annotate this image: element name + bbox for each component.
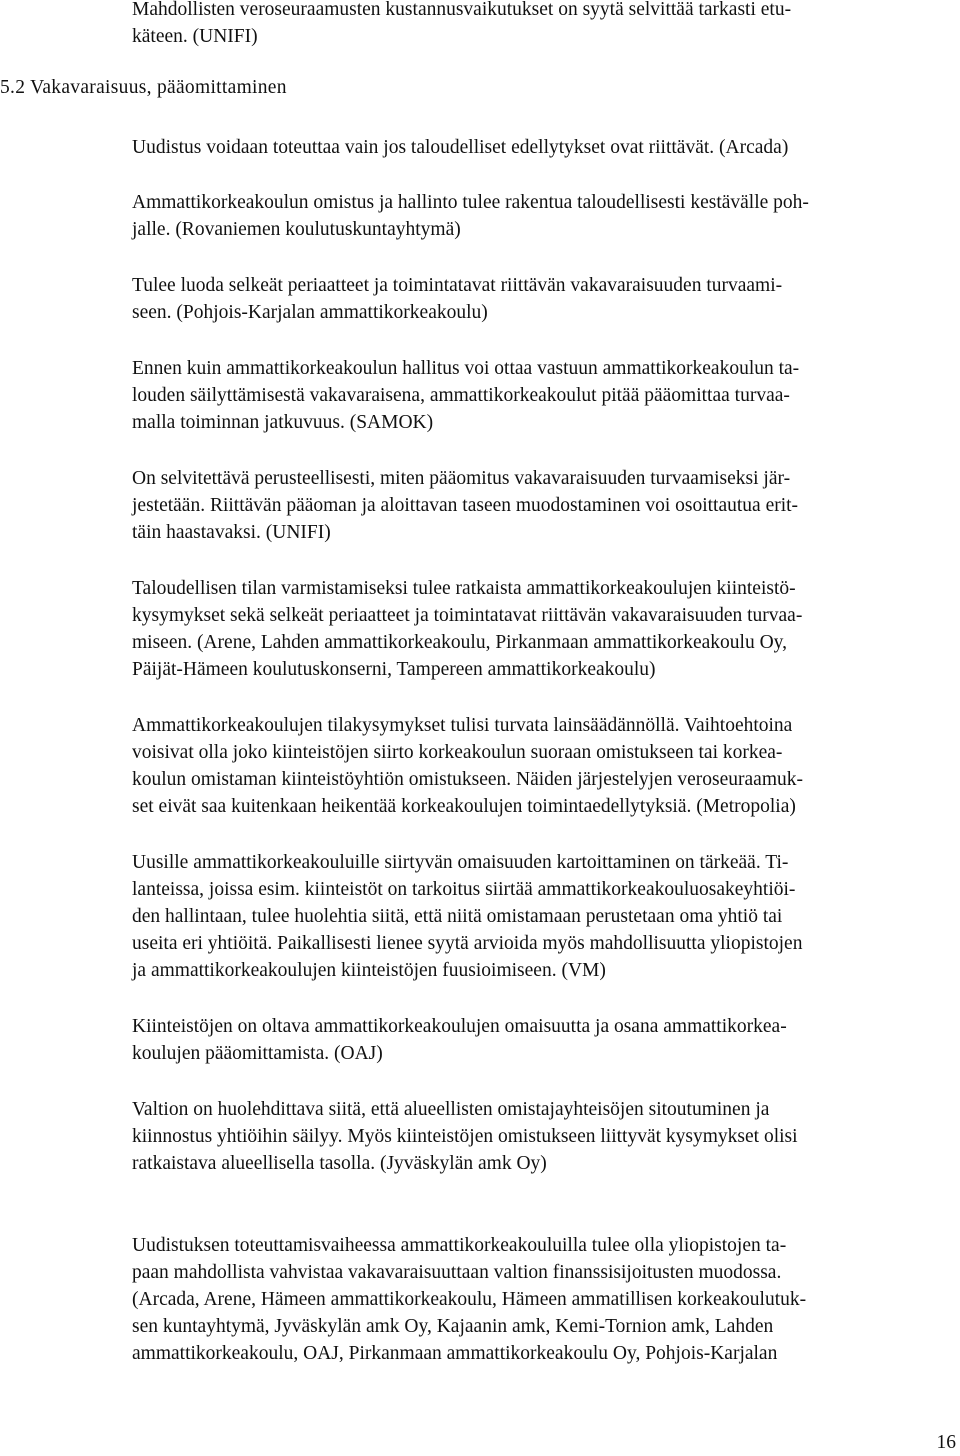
paragraph-line: useita eri yhtiöitä. Paikallisesti lienee syytä arvioida myös mahdollisuutta yliopistojen bbox=[132, 933, 803, 954]
paragraph-line: (Arcada, Arene, Hämeen ammattikorkeakoulu, Hämeen ammatillisen korkeakoulutuk- bbox=[132, 1289, 807, 1310]
paragraph-line: miseen. (Arene, Lahden ammattikorkeakoulu, Pirkanmaan ammattikorkeakoulu Oy, bbox=[132, 632, 788, 653]
paragraph-line: malla toiminnan jatkuvuus. (SAMOK) bbox=[132, 412, 434, 433]
paragraph-line: voisivat olla joko kiinteistöjen siirto korkeakoulun suoraan omistukseen tai korkea- bbox=[132, 742, 783, 763]
paragraph-line: ja ammattikorkeakoulujen kiinteistöjen fuusioimiseen. (VM) bbox=[132, 960, 606, 981]
paragraph-line: kiinnostus yhtiöihin säilyy. Myös kiinteistöjen omistukseen liittyvät kysymykset olisi bbox=[132, 1126, 798, 1147]
paragraph-line: ratkaistava alueellisella tasolla. (Jyväskylän amk Oy) bbox=[132, 1153, 547, 1174]
paragraph-line: jestetään. Riittävän pääoman ja aloittavan taseen muodostaminen voi osoittautua erit- bbox=[132, 495, 799, 516]
paragraph-line: den hallintaan, tulee huolehtia siitä, että niitä omistamaan perustetaan oma yhtiö tai bbox=[132, 906, 783, 927]
paragraph-line: louden säilyttämisestä vakavaraisena, ammattikorkeakoulut pitää pääomittaa turvaa- bbox=[132, 385, 790, 406]
paragraph-line: täin haastavaksi. (UNIFI) bbox=[132, 522, 331, 543]
paragraph-line: paan mahdollista vahvistaa vakavaraisuuttaan valtion finanssisijoitusten muodossa. bbox=[132, 1262, 782, 1283]
paragraph-line: koulujen pääomittamista. (OAJ) bbox=[132, 1043, 383, 1064]
paragraph-line: Ammattikorkeakoulujen tilakysymykset tulisi turvata lainsäädännöllä. Vaihtoehtoina bbox=[132, 715, 793, 736]
paragraph-line: Ammattikorkeakoulun omistus ja hallinto tulee rakentua taloudellisesti kestävälle poh- bbox=[132, 192, 809, 213]
intro-line: käteen. (UNIFI) bbox=[132, 26, 258, 47]
paragraph-line: koulun omistaman kiinteistöyhtiön omistukseen. Näiden järjestelyjen veroseuraamuk- bbox=[132, 769, 803, 790]
paragraph-line: Uusille ammattikorkeakouluille siirtyvän omaisuuden kartoittaminen on tärkeää. Ti- bbox=[132, 852, 789, 873]
paragraph-line: Valtion on huolehdittava siitä, että alueellisten omistajayhteisöjen sitoutuminen ja bbox=[132, 1099, 770, 1120]
paragraph-line: ammattikorkeakoulu, OAJ, Pirkanmaan ammattikorkeakoulu Oy, Pohjois-Karjalan bbox=[132, 1343, 778, 1364]
paragraph-line: Päijät-Hämeen koulutuskonserni, Tampereen ammattikorkeakoulu) bbox=[132, 659, 656, 680]
paragraph-line: On selvitettävä perusteellisesti, miten pääomitus vakavaraisuuden turvaamiseksi jär- bbox=[132, 468, 791, 489]
paragraph-line: sen kuntayhtymä, Jyväskylän amk Oy, Kajaanin amk, Kemi-Tornion amk, Lahden bbox=[132, 1316, 774, 1337]
section-heading: 5.2 Vakavaraisuus, pääomittaminen bbox=[0, 77, 287, 98]
paragraph-line: Kiinteistöjen on oltava ammattikorkeakoulujen omaisuutta ja osana ammattikorkea- bbox=[132, 1016, 787, 1037]
paragraph-line: seen. (Pohjois-Karjalan ammattikorkeakoulu) bbox=[132, 302, 488, 323]
paragraph-line: Ennen kuin ammattikorkeakoulun hallitus voi ottaa vastuun ammattikorkeakoulun ta- bbox=[132, 358, 800, 379]
paragraph-line: set eivät saa kuitenkaan heikentää korkeakoulujen toimintaedellytyksiä. (Metropolia) bbox=[132, 796, 796, 817]
page-number: 16 bbox=[936, 1432, 956, 1453]
paragraph-line: Uudistuksen toteuttamisvaiheessa ammattikorkeakouluilla tulee olla yliopistojen ta- bbox=[132, 1235, 787, 1256]
paragraph-line: Uudistus voidaan toteuttaa vain jos taloudelliset edellytykset ovat riittävät. (Arcada) bbox=[132, 137, 789, 158]
paragraph-line: Tulee luoda selkeät periaatteet ja toimintatavat riittävän vakavaraisuuden turvaami- bbox=[132, 275, 783, 296]
paragraph-line: kysymykset sekä selkeät periaatteet ja toimintatavat riittävän vakavaraisuuden turvaa- bbox=[132, 605, 803, 626]
paragraph-line: jalle. (Rovaniemen koulutuskuntayhtymä) bbox=[132, 219, 461, 240]
intro-line: Mahdollisten veroseuraamusten kustannusvaikutukset on syytä selvittää tarkasti etu- bbox=[132, 0, 792, 20]
paragraph-line: Taloudellisen tilan varmistamiseksi tulee ratkaista ammattikorkeakoulujen kiinteistö- bbox=[132, 578, 796, 599]
paragraph-line: lanteissa, joissa esim. kiinteistöt on tarkoitus siirtää ammattikorkeakouluosakeyhtiöi- bbox=[132, 879, 796, 900]
